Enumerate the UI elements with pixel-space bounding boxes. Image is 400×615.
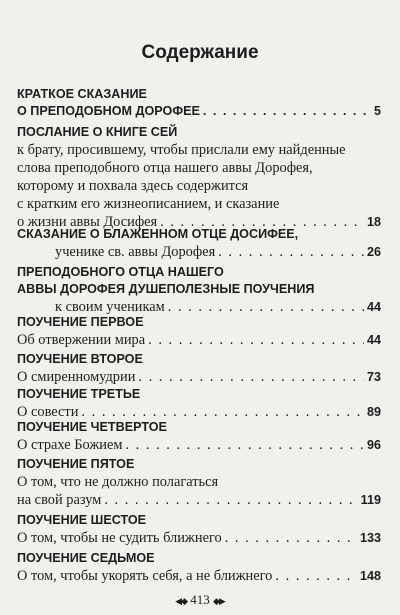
entry-page-number: 119 [360, 493, 381, 507]
entry-heading: АВВЫ ДОРОФЕЯ ДУШЕПОЛЕЗНЫЕ ПОУЧЕНИЯ [17, 282, 315, 296]
leader-dots [225, 529, 357, 547]
toc-entry[interactable] [17, 456, 381, 509]
entry-heading: О ПРЕПОДОБНОМ ДОРОФЕЕ [17, 104, 200, 118]
page-number: 413 [190, 592, 210, 607]
entry-text: слова преподобного отца нашего аввы Дорофея, [17, 160, 313, 176]
entry-text: о жизни аввы Досифея [17, 214, 158, 230]
entry-text: которому и похвала здесь содержится [17, 178, 249, 194]
entry-heading: ПОУЧЕНИЕ ШЕСТОЕ [17, 513, 147, 527]
leader-dots [203, 103, 371, 120]
toc-entry[interactable] [17, 386, 381, 421]
entry-page-number: 18 [366, 215, 381, 229]
entry-text: к брату, просившему, чтобы прислали ему найденные [17, 142, 346, 158]
toc-entry[interactable] [17, 351, 381, 386]
entry-page-number: 148 [359, 569, 381, 583]
entry-text: ученике св. аввы Дорофея [55, 244, 216, 260]
entry-heading: ПОУЧЕНИЕ СЕДЬМОЕ [17, 551, 155, 565]
entry-heading: ПОУЧЕНИЕ ПЕРВОЕ [17, 315, 144, 329]
entry-page-number: 96 [366, 438, 381, 452]
entry-page-number: 5 [373, 104, 381, 118]
entry-page-number: 133 [359, 531, 381, 545]
toc-entry[interactable] [17, 124, 381, 231]
entry-text: О смиренномудрии [17, 369, 136, 385]
leader-dots [138, 368, 364, 386]
entry-text: О том, чтобы не судить ближнего [17, 530, 222, 546]
entry-heading: ПОСЛАНИЕ О КНИГЕ СЕЙ [17, 125, 178, 139]
entry-text: к своим ученикам [55, 299, 165, 315]
entry-page-number: 26 [366, 245, 381, 259]
entry-page-number: 73 [366, 370, 381, 384]
left-ornament-icon: ◀◆ [175, 596, 187, 606]
entry-text: на свой разум [17, 492, 102, 508]
leader-dots [275, 567, 357, 585]
entry-text: с кратким его жизнеописанием, и сказание [17, 196, 280, 212]
entry-heading: СКАЗАНИЕ О БЛАЖЕННОМ ОТЦЕ ДОСИФЕЕ, [17, 227, 299, 241]
entry-page-number: 44 [366, 333, 381, 347]
toc-entry[interactable] [17, 419, 381, 454]
toc-entry[interactable] [17, 512, 381, 547]
leader-dots [218, 243, 364, 261]
toc-entry[interactable] [17, 314, 381, 349]
entry-text: О том, что не должно полагаться [17, 474, 219, 490]
toc-entry[interactable] [17, 226, 381, 261]
entry-text: О страхе Божием [17, 437, 123, 453]
entry-heading: ПОУЧЕНИЕ ПЯТОЕ [17, 457, 135, 471]
leader-dots [125, 436, 364, 454]
entry-heading: КРАТКОЕ СКАЗАНИЕ [17, 87, 147, 101]
entry-heading: ПОУЧЕНИЕ ТРЕТЬЕ [17, 387, 141, 401]
entry-heading: ПОУЧЕНИЕ ВТОРОЕ [17, 352, 143, 366]
toc-entry[interactable] [17, 86, 381, 120]
right-ornament-icon: ◆▶ [213, 596, 225, 606]
toc-entry[interactable] [17, 550, 381, 585]
page-footer [0, 592, 400, 608]
toc-entry[interactable] [17, 264, 381, 316]
page-title: Содержание [141, 42, 259, 63]
entry-text: Об отвержении мира [17, 332, 146, 348]
entry-page-number: 89 [366, 405, 381, 419]
entry-text: О том, чтобы укорять себя, а не ближнего [17, 568, 273, 584]
leader-dots [104, 491, 357, 509]
entry-heading: ПРЕПОДОБНОГО ОТЦА НАШЕГО [17, 265, 224, 279]
entry-text: О совести [17, 404, 79, 420]
entry-heading: ПОУЧЕНИЕ ЧЕТВЕРТОЕ [17, 420, 167, 434]
leader-dots [148, 331, 364, 349]
entry-page-number: 44 [366, 300, 381, 314]
